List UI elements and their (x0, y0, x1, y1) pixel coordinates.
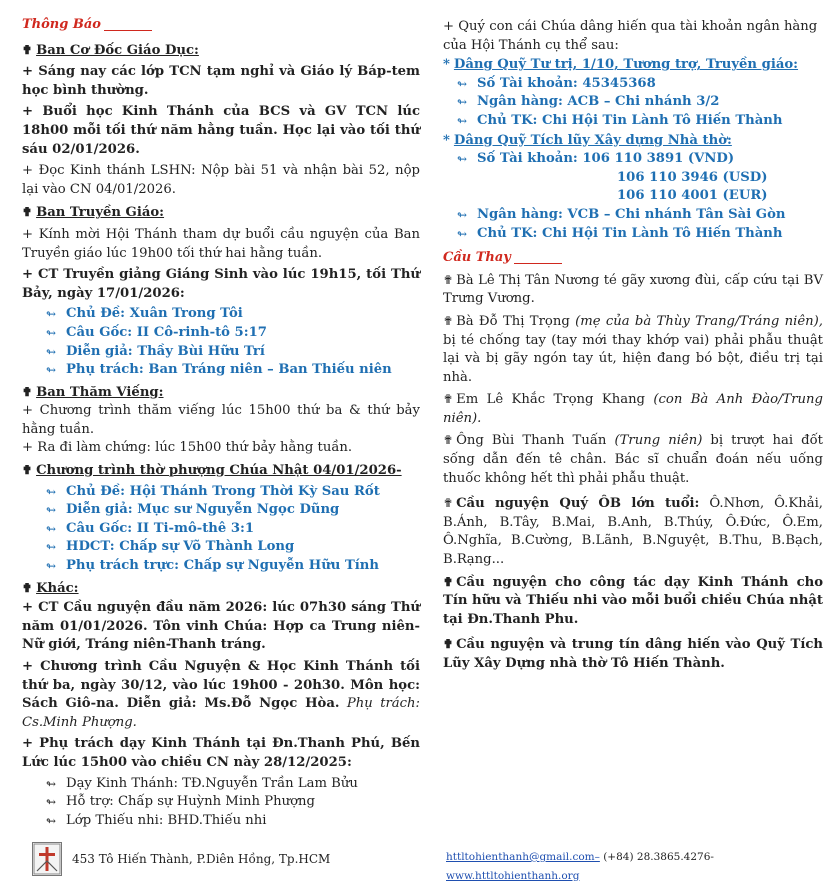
visitation-item-1: + Chương trình thăm viếng lúc 15h00 thứ ba & thứ bảy hằng tuần. (22, 403, 420, 437)
prayer-item-4: ✟ Ông Bùi Thanh Tuấn (Trung niên) bị trượt hai đốt sống dẫn đến tê chân. Bác sĩ chuẩn đoán nếu uống thuốc không hết thì phải phẫu thuật. (443, 433, 823, 486)
footer (0, 842, 829, 882)
list-item: ↬ Câu Gốc: II Cô-rinh-tô 5:17 (46, 324, 420, 343)
other-item-1: + CT Cầu nguyện đầu năm 2026: lúc 07h30 sáng Thứ năm 01/01/2026. Tôn vinh Chúa: Hợp ca Trung niên-Nữ giới, Tráng niên-Thanh tráng. (22, 600, 420, 653)
section-title-sunday-service: ✟ Chương trình thờ phượng Chúa Nhật 04/01/2026- (22, 463, 402, 479)
evangelism-invite: + Kính mời Hội Thánh tham dự buổi cầu nguyện của Ban Truyền giáo lúc 19h00 tối thứ hai hằng tuần. (22, 226, 420, 261)
cross-icon: ✟ (443, 433, 454, 448)
other-bullets (46, 775, 420, 831)
arrow-icon: ↬ (457, 95, 468, 110)
fund2-title-line: * Dâng Quỹ Tích lũy Xây dựng Nhà thờ: (443, 132, 732, 148)
prayer-item-2: ✟ Bà Đỗ Thị Trọng (mẹ của bà Thùy Trang/Tráng niên), bị té chống tay (tay mới thay khớp vai) phải phẫu thuật lại và bị gãy ngón tay út, hiện đang bó bột, điều trị tại nhà. (443, 313, 824, 385)
cross-icon: ✟ (443, 272, 454, 287)
list-item: ↬ Chủ TK: Chi Hội Tin Lành Tô Hiến Thành (457, 225, 823, 244)
education-item-1: + Sáng nay các lớp TCN tạm nghỉ và Giáo lý Báp-tem học bình thường. (22, 64, 420, 98)
section-title-evangelism: ✟ Ban Truyền Giáo: (22, 205, 165, 221)
phone-number: (+84) 28.3865.4276- (599, 851, 714, 863)
cross-icon: ✟ (22, 384, 33, 399)
list-item: ↬ Dạy Kinh Thánh: TĐ.Nguyễn Trần Lam Bửu (46, 775, 420, 794)
arrow-icon: ↬ (46, 307, 57, 322)
prayer-elders: ✟ Cầu nguyện Quý ÔB lớn tuổi: Ô.Nhơn, Ô.Khải, B.Ánh, B.Tây, B.Mai, B.Anh, B.Thúy, Ô.Đức, Ô.Em, Ô.Nghĩa, B.Cường, B.Lãnh, B.Nguyệt, B.Thu, B.Bạch, B.Rạng... (443, 496, 823, 568)
list-item: ↬ Diễn giả: Thầy Bùi Hữu Trí (46, 343, 420, 362)
list-item: ↬ Phụ trách trực: Chấp sự Nguyễn Hữu Tính (46, 557, 420, 576)
cross-icon: ✟ (443, 392, 454, 407)
asterisk-icon: * (443, 57, 450, 73)
arrow-icon: ↬ (46, 813, 57, 828)
list-item: ↬ HDCT: Chấp sự Võ Thành Long (46, 538, 420, 557)
contact-line (446, 848, 829, 885)
right-column (443, 0, 823, 674)
cross-icon: ✟ (22, 42, 33, 57)
prayer-heading: Cầu Thay (443, 249, 823, 268)
list-item: ↬ Chủ TK: Chi Hội Tin Lành Tô Hiến Thành (457, 112, 823, 131)
arrow-icon: ↬ (457, 152, 468, 167)
fund1-details (457, 75, 823, 131)
fund2-details (457, 150, 823, 243)
arrow-icon: ↬ (46, 521, 57, 536)
church-logo-icon (32, 842, 62, 876)
list-item: 106 110 4001 (EUR) (617, 188, 768, 204)
prayer-teaching: ✟ Cầu nguyện cho công tác dạy Kinh Thánh cho Tín hữu và Thiếu nhi vào mỗi buổi chiều Chúa nhật tại Đn.Thanh Phu. (443, 574, 823, 627)
list-item: ↬ Hỗ trợ: Chấp sự Huỳnh Minh Phượng (46, 793, 420, 812)
email-link[interactable]: httltohienthanh@gmail.com– (446, 851, 600, 863)
announcements-heading: Thông Báo (22, 16, 420, 35)
giving-intro: + Quý con cái Chúa dâng hiến qua tài khoản ngân hàng của Hội Thánh cụ thể sau: (443, 19, 818, 53)
list-item: ↬ Diễn giả: Mục sư Nguyễn Ngọc Dũng (46, 501, 420, 520)
arrow-icon: ↬ (46, 559, 57, 574)
section-title-visitation: ✟ Ban Thăm Viếng: (22, 384, 164, 400)
website-link[interactable]: www.httltohienthanh.org (446, 869, 580, 882)
visitation-item-2: + Ra đi làm chứng: lúc 15h00 thứ bảy hằng tuần. (22, 440, 353, 456)
list-item: ↬ Chủ Đề: Hội Thánh Trong Thời Kỳ Sau Rốt (46, 483, 420, 502)
arrow-icon: ↬ (46, 795, 57, 810)
other-item-2: + Chương trình Cầu Nguyện & Học Kinh Thánh tối thứ ba, ngày 30/12, vào lúc 19h00 - 20h30. Môn học: Sách Giô-na. Diễn giả: Ms.Đỗ Ngọc Hòa. Phụ trách: Cs.Minh Phượng. (22, 659, 420, 730)
section-title-education: ✟ Ban Cơ Đốc Giáo Dục: (22, 42, 199, 58)
arrow-icon: ↬ (46, 325, 57, 340)
cross-icon: ✟ (443, 574, 454, 589)
list-item: ↬ Câu Gốc: II Ti-mô-thê 3:1 (46, 520, 420, 539)
evangelism-event: + CT Truyền giảng Giáng Sinh vào lúc 19h15, tối Thứ Bảy, ngày 17/01/2026: (22, 267, 420, 301)
arrow-icon: ↬ (457, 207, 468, 222)
arrow-icon: ↬ (46, 776, 57, 791)
evangelism-bullets (46, 305, 420, 379)
cross-icon: ✟ (22, 205, 33, 220)
arrow-icon: ↬ (46, 344, 57, 359)
education-item-2: + Buổi học Kinh Thánh của BCS và GV TCN lúc 18h00 mỗi tối thứ năm hằng tuần. Học lại vào tối thứ sáu 02/01/2026. (22, 104, 420, 157)
education-reading: + Đọc Kinh thánh LSHN: Nộp bài 51 và nhận bài 52, nộp lại vào CN 04/01/2026. (22, 163, 420, 197)
asterisk-icon: * (443, 132, 450, 148)
church-address: 453 Tô Hiến Thành, P.Diên Hồng, Tp.HCM (72, 852, 331, 866)
cross-icon: ✟ (22, 463, 33, 478)
section-title-other: ✟ Khác: (22, 580, 79, 596)
list-item: ↬ Chủ Đề: Xuân Trong Tôi (46, 305, 420, 324)
list-item: ↬ Ngân hàng: VCB – Chi nhánh Tân Sài Gòn (457, 206, 823, 225)
arrow-icon: ↬ (46, 484, 57, 499)
arrow-icon: ↬ (457, 226, 468, 241)
left-column (22, 0, 420, 830)
arrow-icon: ↬ (457, 76, 468, 91)
sunday-service-bullets (46, 483, 420, 576)
list-item: ↬ Số Tài khoản: 45345368 (457, 75, 823, 94)
prayer-building-fund: ✟ Cầu nguyện và trung tín dâng hiến vào Quỹ Tích Lũy Xây Dựng nhà thờ Tô Hiến Thành. (443, 637, 823, 671)
cross-icon: ✟ (443, 496, 454, 511)
list-item: ↬ Lớp Thiếu nhi: BHD.Thiếu nhi (46, 812, 420, 831)
arrow-icon: ↬ (46, 540, 57, 555)
list-item: ↬ Phụ trách: Ban Tráng niên – Ban Thiếu niên (46, 361, 420, 380)
list-item: ↬ Số Tài khoản: 106 110 3891 (VND) (457, 150, 823, 169)
list-item: ↬ Ngân hàng: ACB – Chi nhánh 3/2 (457, 93, 823, 112)
prayer-item-1: ✟ Bà Lê Thị Tân Nương té gãy xương đùi, cấp cứu tại BV Trưng Vương. (443, 272, 823, 307)
cross-icon: ✟ (443, 313, 454, 328)
arrow-icon: ↬ (457, 113, 468, 128)
list-item: 106 110 3946 (USD) (617, 169, 768, 185)
fund1-title-line: * Dâng Quỹ Tư trị, 1/10, Tương trợ, Truyền giáo: (443, 57, 799, 73)
arrow-icon: ↬ (46, 503, 57, 518)
cross-icon: ✟ (22, 580, 33, 595)
prayer-item-3: ✟ Em Lê Khắc Trọng Khang (con Bà Anh Đào/Trung niên). (443, 392, 823, 426)
cross-icon: ✟ (443, 637, 454, 652)
other-item-3: + Phụ trách dạy Kinh Thánh tại Đn.Thanh Phú, Bến Lức lúc 15h00 vào chiều CN này 28/12/2025: (22, 736, 420, 770)
arrow-icon: ↬ (46, 363, 57, 378)
